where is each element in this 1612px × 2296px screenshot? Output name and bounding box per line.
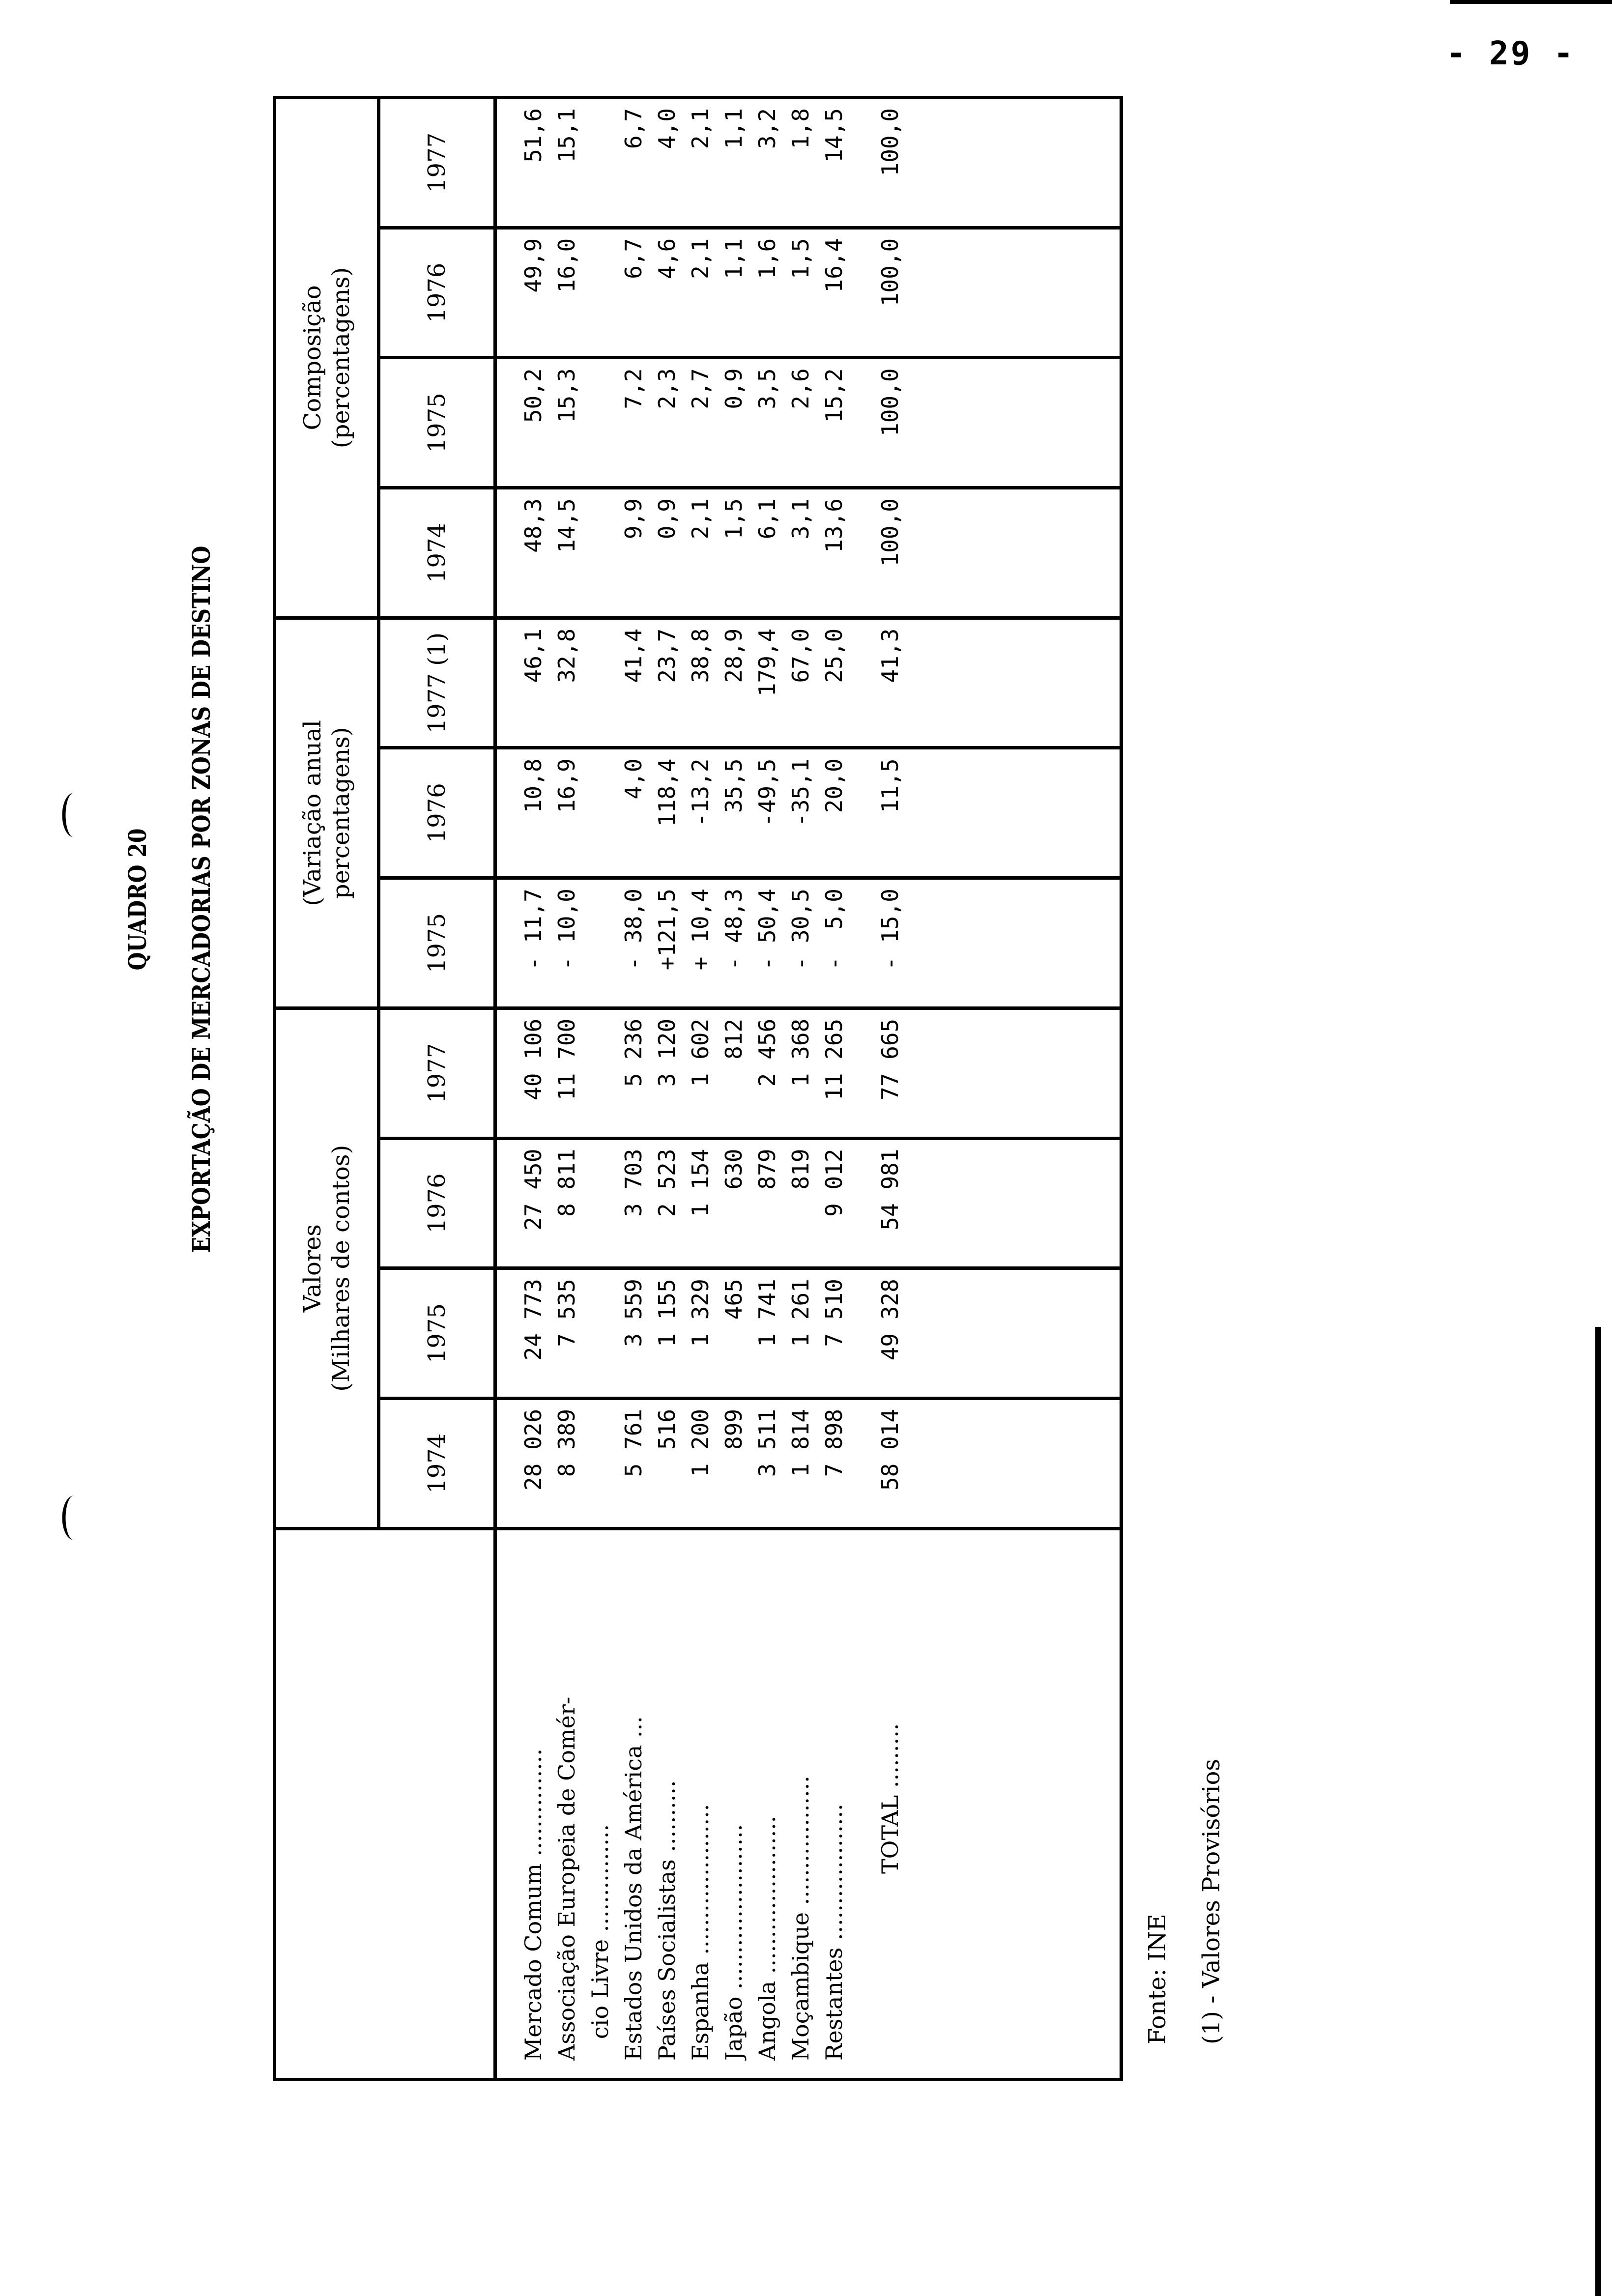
table-cell: +121,5 <box>654 889 680 971</box>
year-header: 1975 <box>379 878 495 1008</box>
exports-table <box>273 96 1123 2081</box>
table-cell: 9 012 <box>821 1148 847 1217</box>
table-cell: 1 741 <box>754 1279 780 1347</box>
spacer <box>851 1019 873 1137</box>
table-cell: 5 236 <box>620 1018 647 1087</box>
group-sublabel: percentagens) <box>327 727 355 899</box>
table-cell: 10,8 <box>520 758 547 813</box>
table-cell: 16,9 <box>553 758 580 813</box>
composition-1976-column <box>495 228 1122 358</box>
table-cell: 7 898 <box>821 1408 847 1477</box>
table-cell: 3 511 <box>754 1408 780 1477</box>
table-cell: 2,1 <box>687 108 714 149</box>
bracket-mark-bottom <box>62 1496 86 1540</box>
table-cell: 4,6 <box>654 238 680 279</box>
table-cell: 14,5 <box>821 108 847 163</box>
table-cell: 49,9 <box>520 238 547 293</box>
values-1977-column <box>495 1008 1122 1138</box>
table-cell: 11 700 <box>553 1018 580 1100</box>
table-cell: 24 773 <box>520 1279 547 1361</box>
row-labels-column <box>495 1528 1122 2079</box>
table-cell: 11 265 <box>821 1018 847 1100</box>
table-cell: 3,1 <box>787 498 814 540</box>
year-header: 1976 <box>379 1138 495 1268</box>
group-label: (Variação anual <box>298 720 326 906</box>
scan-right-edge-line <box>1595 1327 1601 2296</box>
table-cell: - 11,7 <box>520 889 547 971</box>
row-label: Espanha ..................... <box>687 1804 714 2061</box>
table-cell: 2,1 <box>687 498 714 540</box>
table-cell: 4,0 <box>654 108 680 149</box>
table-cell: - 10,0 <box>553 889 580 971</box>
total-label: TOTAL ......... <box>877 1723 903 1874</box>
table-cell: 51,6 <box>520 108 547 163</box>
table-cell: 1,1 <box>720 238 747 279</box>
year-header: 1977 <box>379 98 495 228</box>
table-cell: 3,5 <box>754 368 780 409</box>
table-cell: 40 106 <box>520 1018 547 1100</box>
year-header: 1975 <box>379 358 495 488</box>
year-header: 1977 (1) <box>379 618 495 748</box>
spacer <box>851 1530 873 2061</box>
group-sublabel: (percentagens) <box>327 267 355 449</box>
values-1974-column <box>495 1398 1122 1528</box>
row-label: Angola ...................... <box>754 1815 780 2061</box>
row-label: Moçambique .................. <box>787 1776 814 2061</box>
variation-1976-column <box>495 748 1122 878</box>
total-cell: 49 328 <box>877 1279 903 1361</box>
table-cell: 1,5 <box>720 498 747 540</box>
table-cell: 1,1 <box>720 108 747 149</box>
table-cell: - 48,3 <box>720 889 747 971</box>
page-number: - 29 - <box>1446 34 1575 72</box>
table-cell: 2,7 <box>687 368 714 409</box>
group-header-variation <box>275 618 379 1008</box>
composition-1974-column <box>495 488 1122 618</box>
table-cell: 5 761 <box>620 1408 647 1477</box>
table-cell: -13,2 <box>687 758 714 827</box>
table-cell: 6,7 <box>620 238 647 279</box>
table-cell: 2 523 <box>654 1148 680 1217</box>
spacer <box>851 629 873 746</box>
spacer <box>851 108 873 226</box>
table-cell: 1 602 <box>687 1018 714 1087</box>
table-cell: 630 <box>720 1148 747 1190</box>
table-cell: 15,2 <box>821 368 847 423</box>
row-label: Mercado Comum ............... <box>520 1749 547 2061</box>
total-cell: 77 665 <box>877 1018 903 1100</box>
composition-1975-column <box>495 358 1122 488</box>
group-header-values <box>275 1008 379 1528</box>
table-cell: + 10,4 <box>687 889 714 971</box>
group-header-composition <box>275 98 379 618</box>
table-cell: 2 456 <box>754 1018 780 1087</box>
table-cell: 28,9 <box>720 628 747 683</box>
scan-top-edge-line <box>1450 0 1612 4</box>
table-cell: 1 155 <box>654 1279 680 1347</box>
table-cell: 179,4 <box>754 628 780 697</box>
total-cell: 58 014 <box>877 1408 903 1491</box>
table-cell: 1 329 <box>687 1279 714 1347</box>
table-cell: 516 <box>654 1408 680 1450</box>
row-label: Japão ....................... <box>720 1824 747 2061</box>
table-cell: 1 368 <box>787 1018 814 1087</box>
group-label: Composição <box>298 285 326 430</box>
year-header: 1975 <box>379 1268 495 1399</box>
table-cell: 14,5 <box>553 498 580 553</box>
table-cell: 819 <box>787 1148 814 1190</box>
year-header: 1976 <box>379 748 495 878</box>
table-cell: - 38,0 <box>620 889 647 971</box>
table-cell: - 30,5 <box>787 889 814 971</box>
header-zone-blank <box>275 1528 495 2079</box>
source-note: Fonte: INE <box>1144 1914 1171 2044</box>
table-cell: 118,4 <box>654 758 680 827</box>
variation-1975-column <box>495 878 1122 1008</box>
table-cell: 879 <box>754 1148 780 1190</box>
table-cell: 1,8 <box>787 108 814 149</box>
table-cell: 2,1 <box>687 238 714 279</box>
table-cell: 899 <box>720 1408 747 1450</box>
table-cell: -35,1 <box>787 758 814 827</box>
total-cell: 41,3 <box>877 628 903 683</box>
total-cell: - 15,0 <box>877 889 903 971</box>
composition-1977-column <box>495 98 1122 228</box>
table-cell: 1,5 <box>787 238 814 279</box>
spacer <box>851 889 873 1006</box>
table-cell: 8 811 <box>553 1148 580 1217</box>
table-cell: 1,6 <box>754 238 780 279</box>
table-cell: 0,9 <box>654 498 680 540</box>
table-cell: -49,5 <box>754 758 780 827</box>
values-1975-column <box>495 1268 1122 1399</box>
spacer <box>851 1409 873 1527</box>
table-cell: 23,7 <box>654 628 680 683</box>
total-cell: 100,0 <box>877 368 903 436</box>
group-label: Valores <box>298 1224 326 1313</box>
table-cell: 7 510 <box>821 1279 847 1347</box>
row-label: Associação Europeia de Comér- <box>553 1696 580 2061</box>
table-number: QUADRO 20 <box>123 828 152 971</box>
table-cell: - 5,0 <box>821 889 847 971</box>
row-label: Estados Unidos da América ... <box>620 1716 647 2061</box>
table-cell: 3 559 <box>620 1279 647 1347</box>
table-cell: 20,0 <box>821 758 847 813</box>
table-cell: 0,9 <box>720 368 747 409</box>
bracket-mark-top <box>62 793 86 837</box>
provisional-footnote: (1) - Valores Provisórios <box>1198 1758 1225 2044</box>
table-cell: 46,1 <box>520 628 547 683</box>
table-cell: 28 026 <box>520 1408 547 1491</box>
year-header: 1977 <box>379 1008 495 1138</box>
table-cell: 4,0 <box>620 758 647 800</box>
total-cell: 100,0 <box>877 238 903 307</box>
table-cell: 812 <box>720 1018 747 1060</box>
total-cell: 54 981 <box>877 1148 903 1231</box>
total-cell: 11,5 <box>877 758 903 813</box>
table-cell: 6,7 <box>620 108 647 149</box>
table-cell: 32,8 <box>553 628 580 683</box>
spacer <box>851 368 873 486</box>
table-cell: 16,0 <box>553 238 580 293</box>
spacer <box>851 1279 873 1397</box>
table-cell: 6,1 <box>754 498 780 540</box>
year-header: 1974 <box>379 1398 495 1528</box>
table-cell: 3 120 <box>654 1018 680 1087</box>
spacer <box>851 1149 873 1267</box>
table-cell: 7,2 <box>620 368 647 409</box>
group-sublabel: (Milhares de contos) <box>327 1145 355 1392</box>
row-label-continuation: cio Livre ............... <box>587 1824 613 2061</box>
table-cell: 3,2 <box>754 108 780 149</box>
spacer <box>851 498 873 616</box>
table-cell: 41,4 <box>620 628 647 683</box>
table-cell: - 50,4 <box>754 889 780 971</box>
spacer <box>851 238 873 356</box>
table-cell: 7 535 <box>553 1279 580 1347</box>
total-cell: 100,0 <box>877 108 903 176</box>
table-cell: 67,0 <box>787 628 814 683</box>
table-cell: 16,4 <box>821 238 847 293</box>
data-table <box>273 96 1123 2081</box>
year-header: 1974 <box>379 488 495 618</box>
table-cell: 1 154 <box>687 1148 714 1217</box>
table-cell: 27 450 <box>520 1148 547 1231</box>
table-title: EXPORTAÇÃO DE MERCADORIAS POR ZONAS DE DESTINO <box>187 545 216 1253</box>
spacer <box>851 758 873 876</box>
title-block <box>123 260 216 1538</box>
table-cell: 1 814 <box>787 1408 814 1477</box>
table-cell: 38,8 <box>687 628 714 683</box>
table-cell: 1 261 <box>787 1279 814 1347</box>
table-cell: 35,5 <box>720 758 747 813</box>
table-cell: 25,0 <box>821 628 847 683</box>
table-cell: 2,3 <box>654 368 680 409</box>
table-cell: 48,3 <box>520 498 547 553</box>
variation-1977-column <box>495 618 1122 748</box>
table-cell: 465 <box>720 1279 747 1320</box>
table-cell: 13,6 <box>821 498 847 553</box>
row-label: Restantes ................... <box>821 1804 847 2061</box>
table-cell: 2,6 <box>787 368 814 409</box>
values-1976-column <box>495 1138 1122 1268</box>
table-cell: 1 200 <box>687 1408 714 1477</box>
row-label: Países Socialistas .......... <box>654 1780 680 2061</box>
table-cell: 15,1 <box>553 108 580 163</box>
year-header: 1976 <box>379 228 495 358</box>
table-cell: 50,2 <box>520 368 547 423</box>
table-cell: 3 703 <box>620 1148 647 1217</box>
table-cell: 9,9 <box>620 498 647 540</box>
footer-notes <box>1130 1455 1238 2044</box>
table-cell: 15,3 <box>553 368 580 423</box>
table-cell: 8 389 <box>553 1408 580 1477</box>
total-cell: 100,0 <box>877 498 903 567</box>
